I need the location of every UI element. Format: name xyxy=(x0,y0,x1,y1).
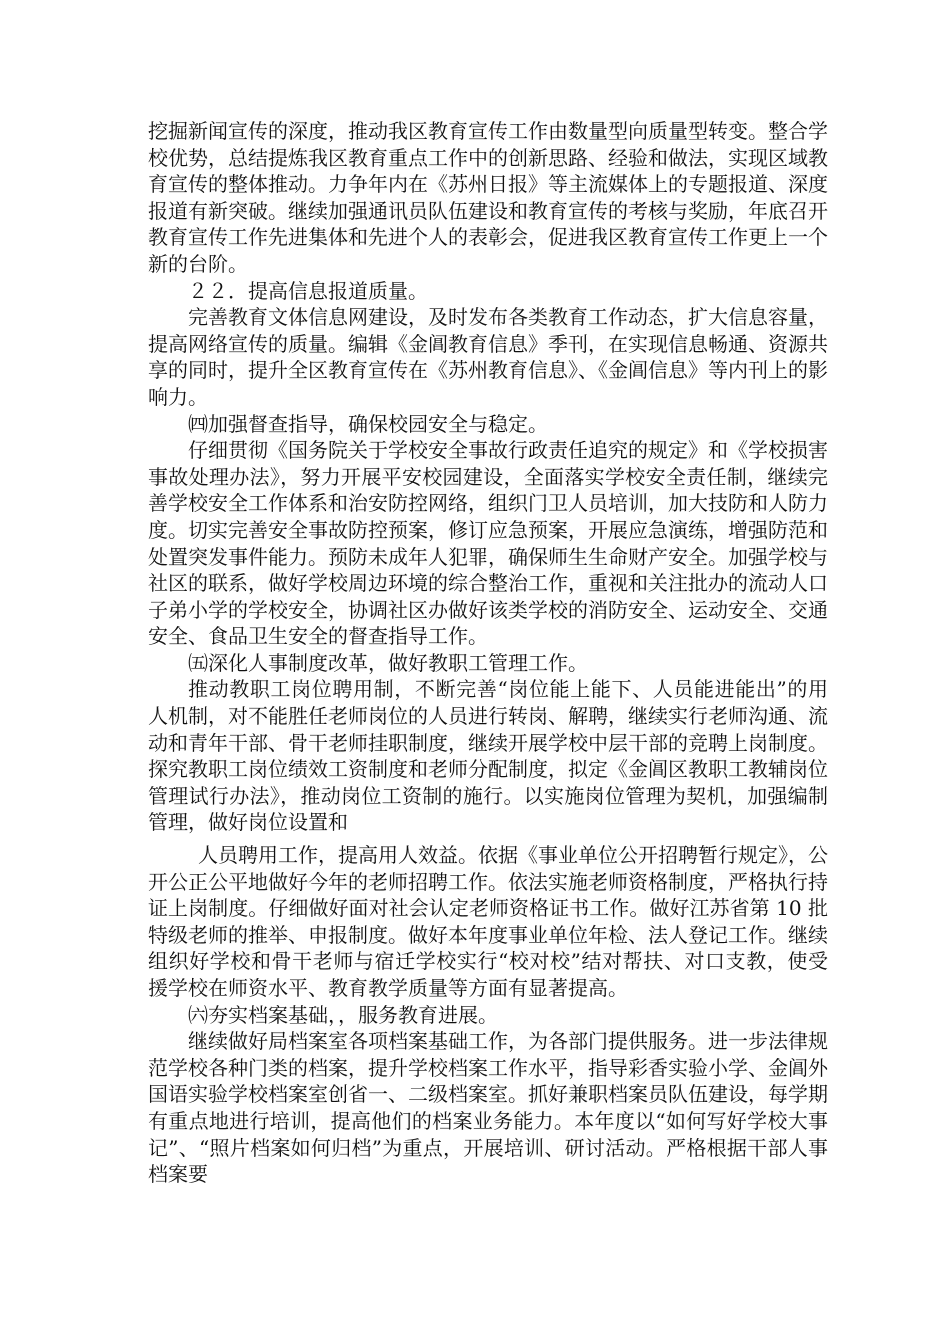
document-page xyxy=(148,118,828,1188)
paragraph-info-network: 完善教育文体信息网建设，及时发布各类教育工作动态，扩大信息容量，提高网络宣传的质量。编辑《金阊教育信息》季刊，在实现信息畅通、资源共享的同时，提升全区教育宣传在《苏州教育信息》、《金阊信息》等内刊上的影响力。 xyxy=(148,305,828,409)
paragraph-personnel-reform: 推动教职工岗位聘用制，不断完善“岗位能上能下、人员能进能出”的用人机制，对不能胜任老师岗位的人员进行转岗、解聘，继续实行老师沟通、流动和青年干部、骨干老师挂职制度，继续开展学校中层干部的竞聘上岗制度。探究教职工岗位绩效工资制度和老师分配制度，拟定《金阊区教职工教辅岗位管理试行办法》，推动岗位工资制的施行。以实施岗位管理为契机，加强编制管理，做好岗位设置和 xyxy=(148,677,828,835)
heading-4-campus-safety: ㈣加强督查指导，确保校园安全与稳定。 xyxy=(188,411,548,436)
paragraph-publicity-depth: 挖掘新闻宣传的深度，推动我区教育宣传工作由数量型向质量型转变。整合学校优势，总结提炼我区教育重点工作中的创新思路、经验和做法，实现区域教育宣传的整体推动。力争年内在《苏州日报》等主流媒体上的专题报道、深度报道有新突破。继续加强通讯员队伍建设和教育宣传的考核与奖励，年底召开教育宣传工作先进集体和先进个人的表彰会，促进我区教育宣传工作更上一个新的台阶。 xyxy=(148,119,828,276)
heading-5-personnel-reform: ㈤深化人事制度改革，做好教职工管理工作。 xyxy=(188,650,588,675)
heading-22-info-quality: ２２．提高信息报道质量。 xyxy=(188,278,428,303)
paragraph-archives: 继续做好局档案室各项档案基础工作，为各部门提供服务。进一步法律规范学校各种门类的档案，提升学校档案工作水平，指导彩香实验小学、金阊外国语实验学校档案室创省一、二级档案室。抓好兼职档案员队伍建设，每学期有重点地进行培训，提高他们的档案业务能力。本年度以“如何写好学校大事记”、“照片档案如何归档”为重点，开展培训、研讨活动。严格根据干部人事档案要 xyxy=(148,1029,828,1187)
paragraph-campus-safety: 仔细贯彻《国务院关于学校安全事故行政责任追究的规定》和《学校损害事故处理办法》，努力开展平安校园建设，全面落实学校安全责任制，继续完善学校安全工作体系和治安防控网络，组织门卫人员培训，加大技防和人防力度。切实完善安全事故防控预案，修订应急预案，开展应急演练，增强防范和处置突发事件能力。预防未成年人犯罪，确保师生生命财产安全。加强学校与社区的联系，做好学校周边环境的综合整治工作，重视和关注批办的流动人口子弟小学的学校安全，协调社区办做好该类学校的消防安全、运动安全、交通安全、食品卫生安全的督查指导工作。 xyxy=(148,438,828,649)
paragraph-recruitment: 人员聘用工作，提高用人效益。依据《事业单位公开招聘暂行规定》，公开公正公平地做好今年的老师招聘工作。依法实施老师资格制度，严格执行持证上岗制度。仔细做好面对社会认定老师资格证书工作。做好江苏省第 10 批特级老师的推举、申报制度。做好本年度事业单位年检、法人登记工作。继续组织好学校和骨干老师与宿迁学校实行“校对校”结对帮扶、对口支教，使受援学校在师资水平、教育教学质量等方面有显著提高。 xyxy=(148,843,828,1000)
heading-6-archives: ㈥夯实档案基础，，服务教育进展。 xyxy=(188,1002,498,1027)
